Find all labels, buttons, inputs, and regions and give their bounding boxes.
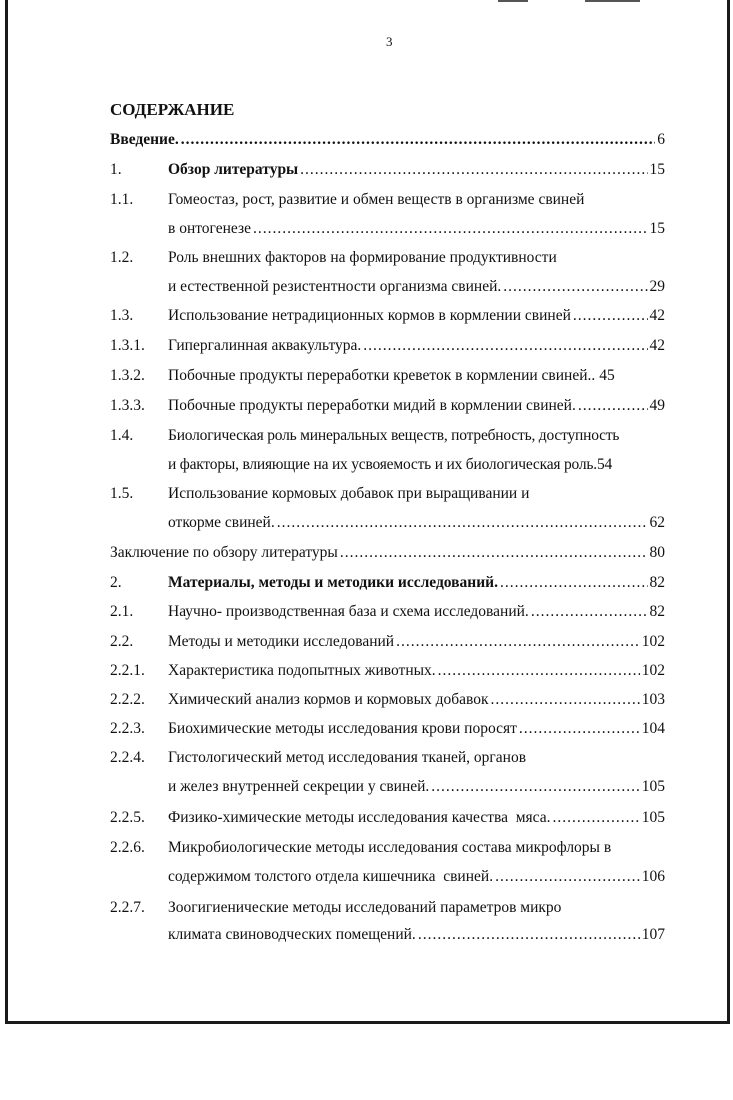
- toc-entry: [110, 690, 665, 710]
- toc-text: Характеристика подопытных животных.: [168, 662, 436, 679]
- toc-text: Побочные продукты переработки креветок в кормлении свиней..: [168, 367, 596, 384]
- toc-text: Побочные продукты переработки мидий в кормлении свиней.: [168, 397, 576, 414]
- toc-leader: [181, 130, 656, 150]
- toc-leader: [503, 277, 647, 297]
- toc-number: 1.1.: [110, 191, 134, 208]
- toc-page: 42: [649, 307, 665, 324]
- toc-number: 2.2.6.: [110, 839, 145, 856]
- toc-text: Использование нетрадиционных кормов в кормлении свиней: [168, 307, 571, 324]
- toc-text: Введение.: [110, 131, 179, 148]
- toc-text: Гомеостаз, рост, развитие и обмен веществ в организме свиней: [168, 191, 585, 208]
- toc-page: 29: [649, 278, 665, 295]
- toc-entry: [110, 160, 665, 180]
- toc-text: Методы и методики исследований: [168, 633, 395, 650]
- toc-leader: [531, 602, 648, 622]
- toc-page: 80: [649, 544, 665, 561]
- toc-entry: [110, 632, 665, 652]
- toc-entry: [110, 190, 665, 210]
- toc-number: 2.2.5.: [110, 809, 145, 826]
- toc-entry: [110, 543, 665, 563]
- toc-leader: [495, 867, 640, 887]
- toc-number: 1.3.: [110, 307, 134, 324]
- toc-page: 104: [641, 720, 665, 737]
- toc-number: 1.4.: [110, 427, 134, 444]
- toc-page: 6: [657, 131, 665, 148]
- toc-number: 2.2.7.: [110, 899, 145, 916]
- toc-leader: [491, 690, 640, 710]
- toc-number: 1.3.3.: [110, 397, 145, 414]
- toc-page: 103: [641, 691, 665, 708]
- toc-leader: [438, 661, 640, 681]
- toc-leader: [300, 160, 647, 180]
- toc-entry-continuation: [168, 277, 665, 297]
- toc-number: 1.3.1.: [110, 337, 145, 354]
- toc-text: и естественной резистентности организма свиней.: [168, 278, 502, 295]
- toc-entry: [110, 808, 665, 828]
- toc-page: 105: [641, 778, 665, 795]
- toc-entry-continuation: [168, 925, 665, 945]
- toc-page: 15: [649, 161, 665, 178]
- toc-number: 1.3.2.: [110, 367, 145, 384]
- toc-entry: [110, 484, 665, 504]
- toc-entry: [110, 130, 665, 150]
- toc-text: Биологическая роль минеральных веществ, потребность, доступность: [168, 427, 620, 444]
- toc-page: 102: [641, 633, 665, 650]
- toc-page: 62: [649, 514, 665, 531]
- toc-entry: [110, 248, 665, 268]
- scan-border-bottom: [5, 1021, 730, 1024]
- page-number: 3: [386, 34, 393, 49]
- toc-text: в онтогенезе: [168, 220, 251, 237]
- toc-entry: [110, 748, 665, 768]
- toc-text: Гипергалинная аквакультура.: [168, 337, 362, 354]
- toc-entry: [110, 396, 665, 416]
- toc-text: Зоогигиенические методы исследований параметров микро: [168, 899, 562, 916]
- toc-entry: [110, 898, 665, 918]
- toc-leader: [431, 777, 639, 797]
- toc-page: 45: [599, 367, 615, 384]
- toc-leader: [396, 632, 640, 652]
- toc-number: 2.1.: [110, 603, 134, 620]
- toc-entry: [110, 719, 665, 739]
- scan-mark: [498, 0, 528, 2]
- toc-leader: [578, 396, 648, 416]
- page-title: СОДЕРЖАНИЕ: [110, 100, 235, 119]
- toc-leader: [519, 719, 640, 739]
- toc-text: Использование кормовых добавок при выращивании и: [168, 485, 530, 502]
- toc-text: Материалы, методы и методики исследований.: [168, 574, 498, 591]
- toc-leader: [573, 306, 648, 326]
- scan-border-left: [5, 0, 8, 1024]
- toc-text: Научно- производственная база и схема исследований.: [168, 603, 529, 620]
- scan-border-right: [727, 0, 730, 1024]
- toc-text: Гистологический метод исследования тканей, органов: [168, 749, 527, 766]
- toc-text: Физико-химические методы исследования качества мяса.: [168, 809, 551, 826]
- toc-leader: [363, 336, 647, 356]
- toc-page: 15: [649, 220, 665, 237]
- toc-leader: [500, 573, 648, 593]
- toc-text: Химический анализ кормов и кормовых добавок: [168, 691, 489, 708]
- toc-number: 2.: [110, 574, 122, 591]
- toc-text: Заключение по обзору литературы: [110, 544, 338, 561]
- toc-leader: [340, 543, 648, 563]
- toc-entry: [110, 306, 665, 326]
- toc-text: климата свиноводческих помещений.: [168, 926, 416, 943]
- toc-page: 106: [641, 868, 665, 885]
- toc-entry: [110, 661, 665, 681]
- toc-page: 49: [649, 397, 665, 414]
- toc-text: Микробиологические методы исследования состава микрофлоры в: [168, 839, 612, 856]
- toc-text: Биохимические методы исследования крови поросят: [168, 720, 517, 737]
- toc-number: 1.: [110, 161, 122, 178]
- toc-leader: [253, 219, 648, 239]
- toc-number: 1.5.: [110, 485, 134, 502]
- toc-page: 107: [641, 926, 665, 943]
- toc-text: содержимом толстого отдела кишечника свиней.: [168, 868, 494, 885]
- scan-mark: [585, 0, 640, 2]
- toc-page: 102: [641, 662, 665, 679]
- toc-page: 82: [649, 574, 665, 591]
- toc-leader: [277, 513, 648, 533]
- toc-entry: [110, 602, 665, 622]
- toc-text: Обзор литературы: [168, 161, 299, 178]
- toc-number: 2.2.3.: [110, 720, 145, 737]
- toc-entry: [110, 366, 665, 386]
- toc-number: 2.2.2.: [110, 691, 145, 708]
- toc-text: и факторы, влияющие на их усвояемость и их биологическая роль.54: [168, 456, 613, 473]
- toc-number: 2.2.4.: [110, 749, 145, 766]
- toc-entry: [110, 336, 665, 356]
- toc-entry-continuation: [168, 219, 665, 239]
- toc-number: 2.2.1.: [110, 662, 145, 679]
- toc-entry: [110, 573, 665, 593]
- toc-number: 2.2.: [110, 633, 134, 650]
- toc-page: 82: [649, 603, 665, 620]
- toc-page: 42: [649, 337, 665, 354]
- toc-number: 1.2.: [110, 249, 134, 266]
- toc-page: 105: [641, 809, 665, 826]
- toc-entry-continuation: [168, 777, 665, 797]
- toc-leader: [552, 808, 639, 828]
- toc-text: откорме свиней.: [168, 514, 275, 531]
- toc-text: и желез внутренней секреции у свиней.: [168, 778, 430, 795]
- toc-entry: [110, 426, 665, 446]
- toc-entry-continuation: [168, 867, 665, 887]
- toc-leader: [418, 925, 640, 945]
- toc-text: Роль внешних факторов на формирование продуктивности: [168, 249, 557, 266]
- toc-entry: [110, 838, 665, 858]
- toc-entry-continuation: [168, 513, 665, 533]
